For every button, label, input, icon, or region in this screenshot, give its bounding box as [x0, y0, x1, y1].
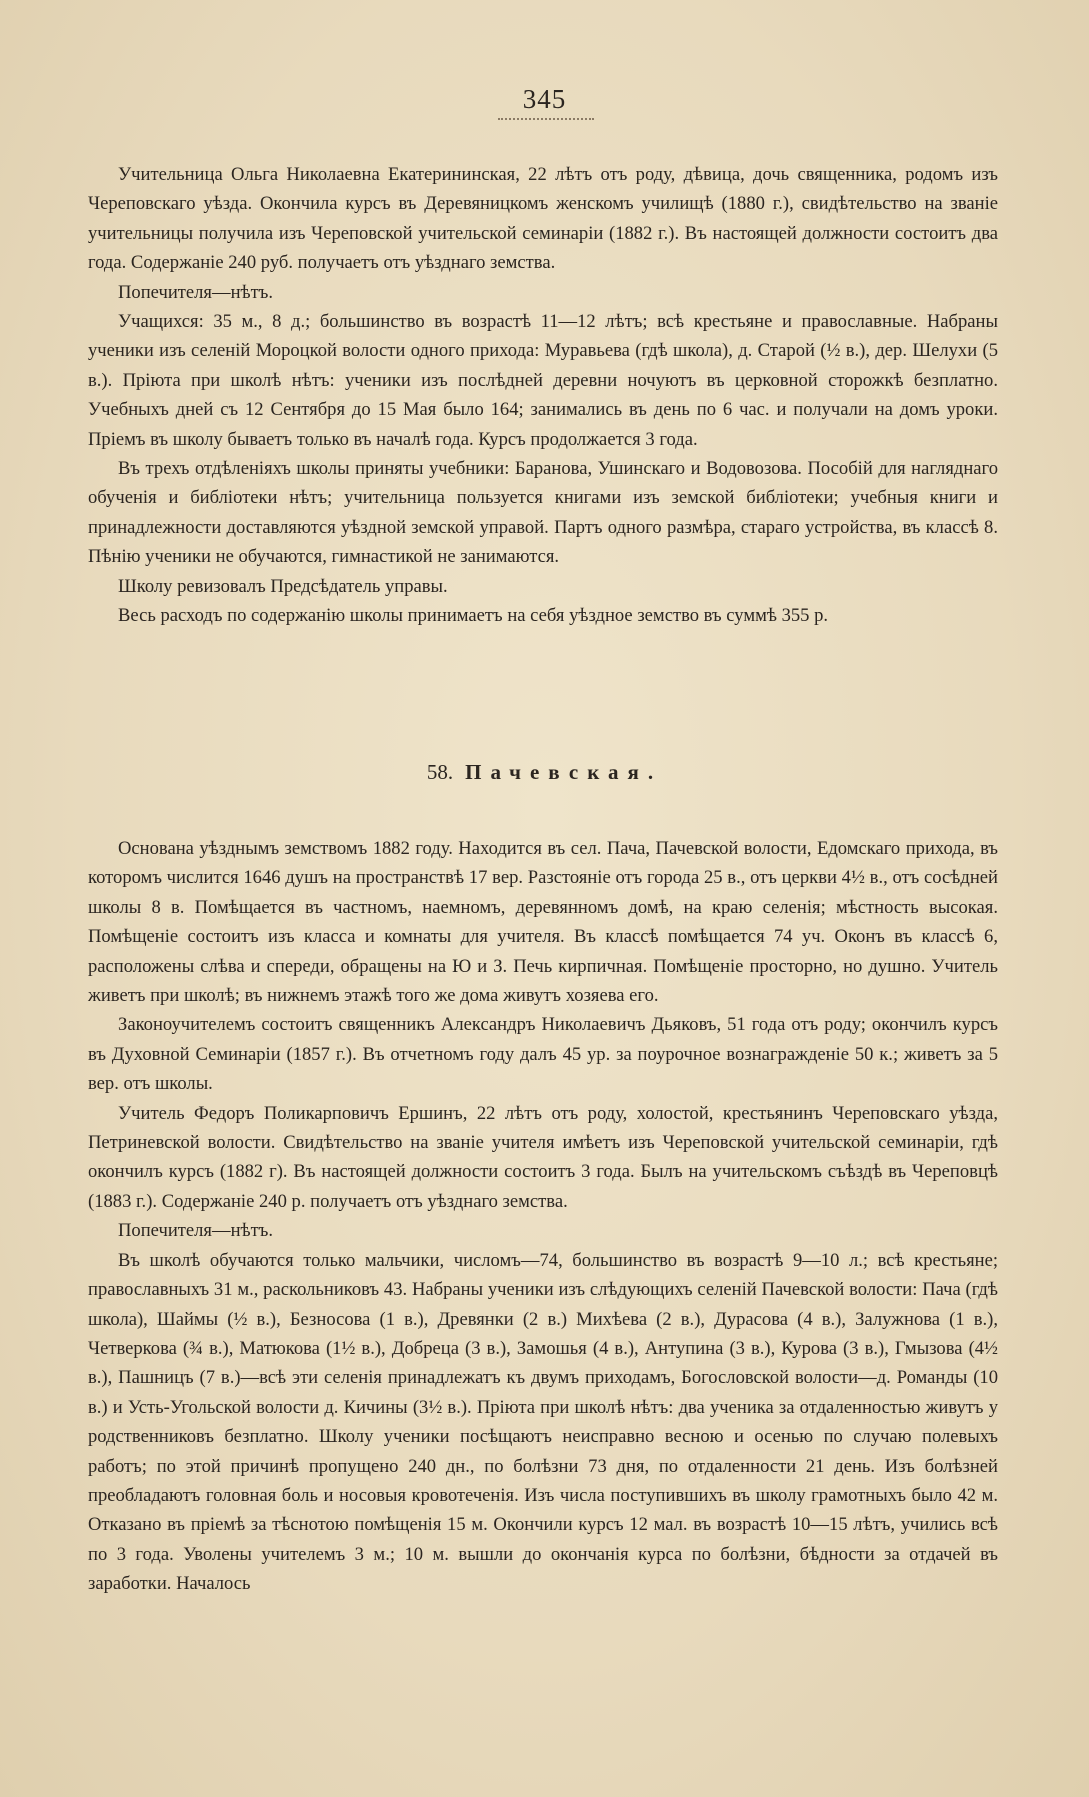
school-58-description — [88, 834, 998, 1599]
expenses-paragraph: Весь расходъ по содержанію школы принимаетъ на себя уѣздное земство въ суммѣ 355 р. — [118, 605, 829, 627]
inspection-paragraph: Школу ревизовалъ Предсѣдатель управы. — [118, 575, 448, 597]
section-heading — [0, 760, 1089, 785]
textbooks-paragraph: Въ трехъ отдѣленіяхъ школы приняты учебники: Баранова, Ушинскаго и Водовозова. Пособій для нагляднаго обученія и библіотеки нѣтъ; учительница пользуется книгами изъ земской библіотеки; учебныя книги и принадлежности доставляются уѣздной земской управой. Партъ одного размѣра, стараго устройства, въ классѣ 8. Пѣнію ученики не обучаются, гимнастикой не занимаются. — [88, 458, 998, 568]
teacher-paragraph: Учительница Ольга Николаевна Екатерининская, 22 лѣтъ отъ роду, дѣвица, дочь священника, родомъ изъ Череповскаго уѣзда. Окончила курсъ въ Деревяницкомъ женскомъ училищѣ (1880 г.), свидѣтельство на званіе учительницы получила изъ Череповской учительской семинаріи (1882 г.). Въ настоящей должности состоитъ два года. Содержаніе 240 руб. получаетъ отъ уѣзднаго земства. — [88, 164, 998, 274]
section-number: 58. — [426, 760, 454, 784]
page-number: 345 — [522, 84, 567, 114]
trustee-paragraph: Попечителя—нѣтъ. — [118, 281, 274, 303]
foundation-paragraph: Основана уѣзднымъ земствомъ 1882 году. Находится въ сел. Пача, Пачевской волости, Едомскаго прихода, въ которомъ числится 1646 душъ на пространствѣ 17 вер. Разстояніе отъ города 25 в., отъ церкви 4½ в., отъ сосѣдней школы 8 в. Помѣщается въ частномъ, наемномъ, деревянномъ домѣ, на краю селенія; мѣстность высокая. Помѣщеніе состоитъ изъ класса и комнаты для учителя. Въ классѣ помѣщается 74 уч. Оконъ въ классѣ 6, расположены слѣва и спереди, обращены на Ю и З. Печь кирпичная. Помѣщеніе просторно, но душно. Учитель живетъ при школѣ; въ нижнемъ этажѣ того же дома живутъ хозяева его. — [88, 838, 998, 1007]
school-57-description — [88, 160, 998, 631]
page-number-underline — [498, 118, 594, 120]
trustee-paragraph-2: Попечителя—нѣтъ. — [118, 1220, 274, 1242]
section-title: Пачевская. — [465, 760, 663, 784]
pupils-paragraph: Учащихся: 35 м., 8 д.; большинство въ возрастѣ 11—12 лѣтъ; всѣ крестьяне и православные. Набраны ученики изъ селеній Мороцкой волости одного прихода: Муравьева (гдѣ школа), д. Старой (½ в.), дер. Шелухи (5 в.). Пріюта при школѣ нѣтъ: ученики изъ послѣдней деревни ночуютъ въ церковной сторожкѣ безплатно. Учебныхъ дней съ 12 Сентября до 15 Мая было 164; занимались въ день по 6 час. и получали на домъ уроки. Пріемъ въ школу бываетъ только въ началѣ года. Курсъ продолжается 3 года. — [88, 311, 998, 450]
teacher-paragraph-2: Учитель Федоръ Поликарповичъ Ершинъ, 22 лѣтъ отъ роду, холостой, крестьянинъ Череповскаго уѣзда, Петриневской волости. Свидѣтельство на званіе учителя имѣетъ изъ Череповской учительской семинаріи, гдѣ окончилъ курсъ (1882 г). Въ настоящей должности состоитъ 3 года. Былъ на учительскомъ съѣздѣ въ Череповцѣ (1883 г.). Содержаніе 240 р. получаетъ отъ уѣзднаго земства. — [88, 1102, 998, 1212]
religion-teacher-paragraph: Законоучителемъ состоитъ священникъ Александръ Николаевичъ Дьяковъ, 51 года отъ роду; окончилъ курсъ въ Духовной Семинаріи (1857 г.). Въ отчетномъ году далъ 45 ур. за поурочное вознагражденіе 50 к.; живетъ за 5 вер. отъ школы. — [88, 1014, 998, 1095]
pupils-paragraph-2: Въ школѣ обучаются только мальчики, числомъ—74, большинство въ возрастѣ 9—10 л.; всѣ крестьяне; православныхъ 31 м., раскольниковъ 43. Набраны ученики изъ слѣдующихъ селеній Пачевской волости: Пача (гдѣ школа), Шаймы (½ в.), Безносова (1 в.), Древянки (2 в.) Михѣева (2 в.), Дурасова (4 в.), Залужнова (1 в.), Четверкова (¾ в.), Матюкова (1½ в.), Добреца (3 в.), Замошья (4 в.), Антупина (3 в.), Курова (3 в.), Гмызова (4½ в.), Пашницъ (7 в.)—всѣ эти селенія принадлежатъ къ двумъ приходамъ, Богословской волости—д. Романды (10 в.) и Усть-Угольской волости д. Кичины (3½ в.). Пріюта при школѣ нѣтъ: два ученика за отдаленностью живутъ у родственниковъ безплатно. Школу ученики посѣщаютъ неисправно весною и осенью по случаю полевыхъ работъ; по этой причинѣ пропущено 240 дн., по болѣзни 73 дня, по отдаленности 21 день. Изъ болѣзней преобладаютъ головная боль и носовыя кровотеченія. Изъ числа поступившихъ въ школу грамотныхъ было 42 м. Отказано въ пріемѣ за тѣснотою помѣщенія 15 м. Окончили курсъ 12 мал. въ возрастѣ 10—15 лѣтъ, учились всѣ по 3 года. Уволены учителемъ 3 м.; 10 м. вышли до окончанія курса по болѣзни, бѣдности за отдачей въ заработки. Началось — [88, 1249, 998, 1595]
